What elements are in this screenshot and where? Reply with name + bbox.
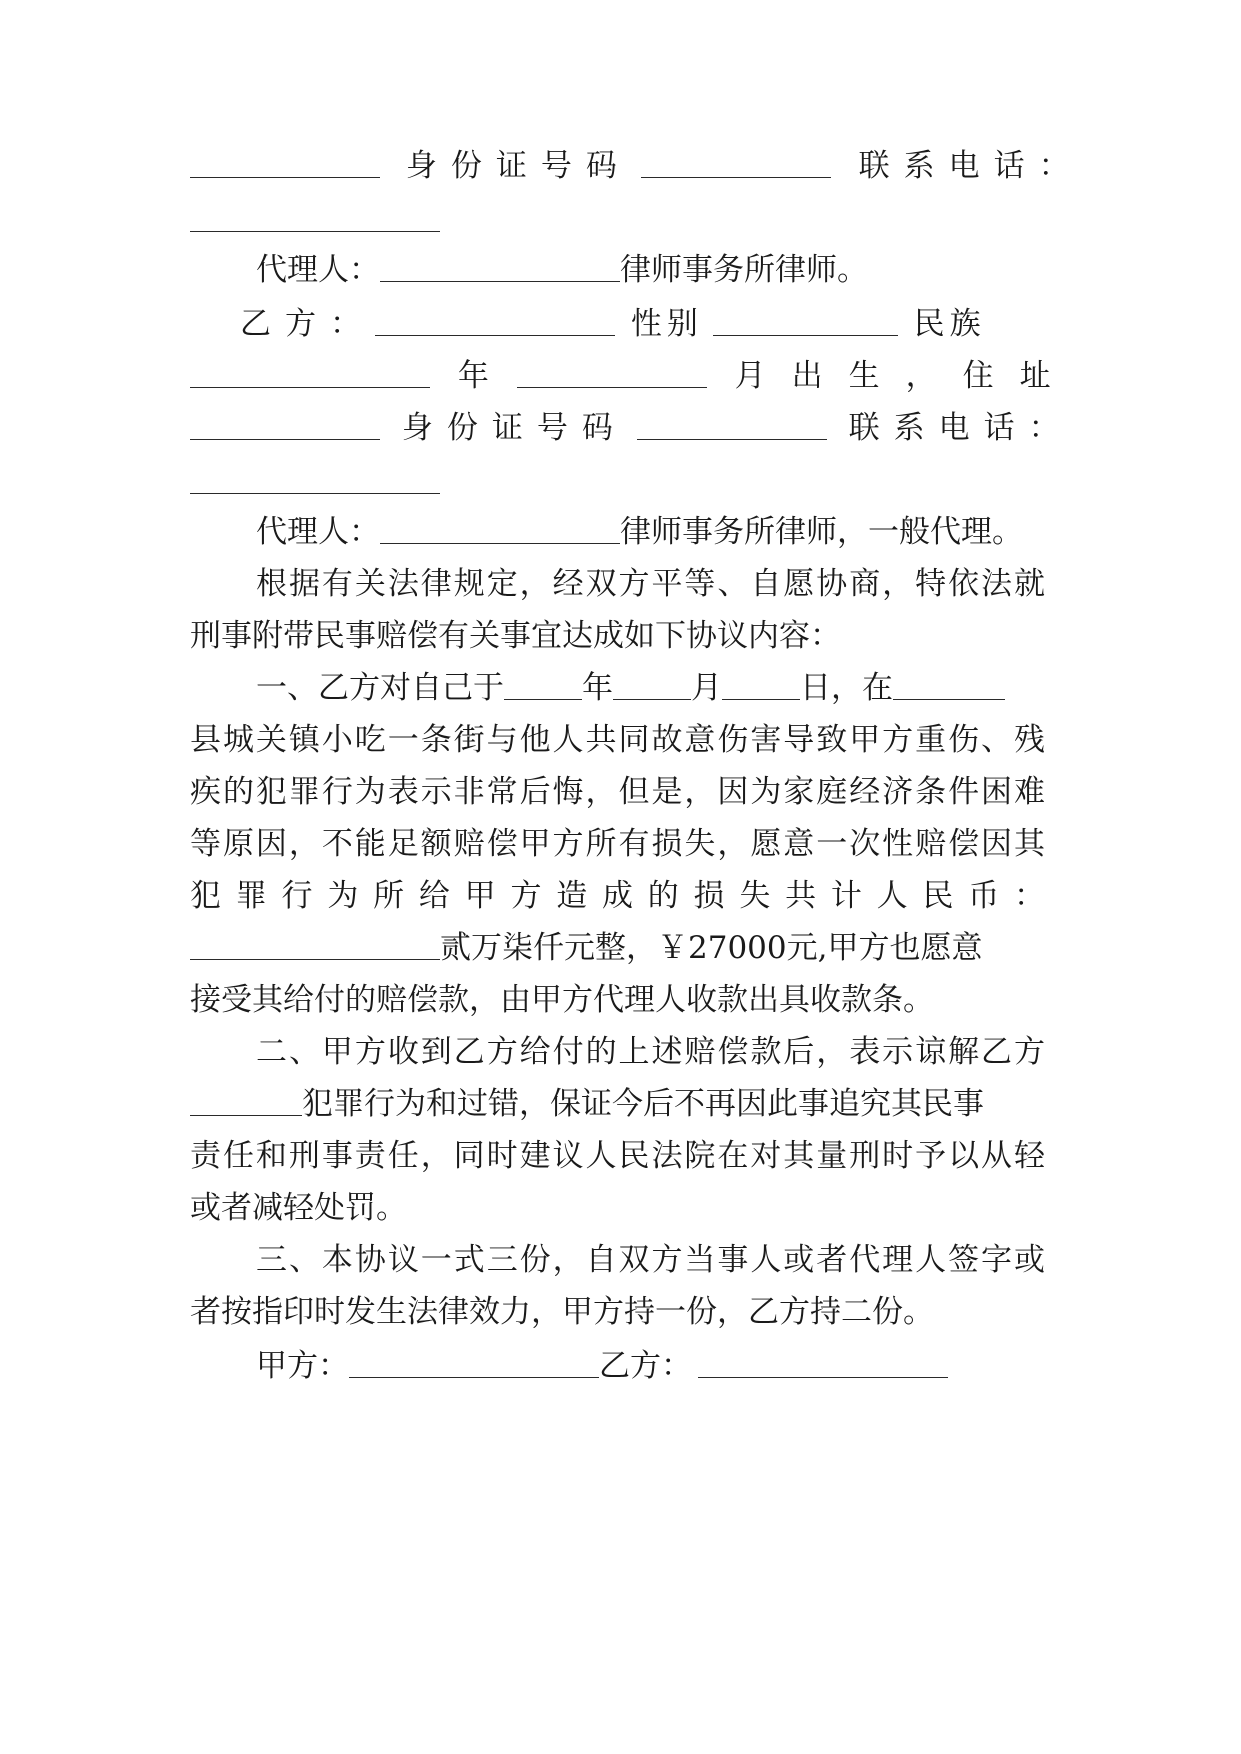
party-b-phone-blank-line (190, 460, 1045, 504)
blank-field (893, 669, 1005, 700)
clause-2-text: 犯罪行为和过错，保证今后不再因此事追究其民事 (302, 1086, 984, 1122)
party-b-signature-label: 乙方： (599, 1348, 692, 1384)
blank-field (190, 147, 380, 178)
blank-field (190, 1085, 302, 1116)
party-a-signature-label: 甲方： (256, 1348, 349, 1384)
blank-field (637, 409, 827, 440)
birth-address-label: 月出生，住址 (734, 358, 1077, 394)
party-b-agent-line (256, 510, 1045, 554)
clause-1-line-5: 犯罪行为所给甲方造成的损失共计人民币： (190, 878, 1045, 914)
party-a-phone-blank-line (190, 198, 1045, 242)
party-a-agent-line (256, 248, 1045, 292)
clause-1-line-3: 疾的犯罪行为表示非常后悔，但是，因为家庭经济条件困难 (190, 774, 1045, 810)
clause-2-line-4: 或者减轻处罚。 (190, 1190, 407, 1226)
id-number-label: 身份证号码 (405, 148, 631, 184)
blank-field (641, 147, 831, 178)
clause-2-line-2 (190, 1082, 1045, 1126)
blank-field (504, 669, 582, 700)
intro-line-1: 根据有关法律规定，经双方平等、自愿协商，特依法就 (256, 566, 1045, 602)
day-label: 日，在 (800, 670, 893, 706)
clause-2-line-3: 责任和刑事责任，同时建议人民法院在对其量刑时予以从轻 (190, 1138, 1045, 1174)
blank-field (190, 357, 430, 388)
clause-3-line-2: 者按指印时发生法律效力，甲方持一份，乙方持二份。 (190, 1294, 934, 1330)
party-b-id-line (190, 406, 1074, 450)
party-a-id-line (190, 144, 1084, 188)
agent-label: 代理人： (256, 514, 380, 550)
clause-1-line-6 (190, 926, 1045, 970)
blank-field (517, 357, 707, 388)
party-b-birth-line (190, 354, 1077, 398)
blank-field (713, 305, 898, 336)
blank-field (613, 669, 691, 700)
blank-field (375, 305, 615, 336)
gender-label: 性别 (630, 306, 703, 342)
clause-2-line-1: 二、甲方收到乙方给付的上述赔偿款后，表示谅解乙方 (256, 1034, 1045, 1070)
party-a-signature-blank (349, 1347, 599, 1378)
blank-field (190, 463, 440, 494)
amount-blank (190, 929, 440, 960)
clause-1-prefix: 一、乙方对自己于 (256, 670, 504, 706)
party-b-signature-blank (698, 1347, 948, 1378)
id-number-label: 身份证号码 (401, 410, 627, 446)
phone-label: 联系电话： (858, 148, 1084, 184)
blank-field (722, 669, 800, 700)
amount-text: 贰万柒仟元整，￥27000元,甲方也愿意 (440, 930, 983, 966)
signature-line (256, 1344, 1045, 1388)
intro-line-2: 刑事附带民事赔偿有关事宜达成如下协议内容： (190, 618, 841, 654)
ethnicity-label: 民族 (913, 306, 986, 342)
agent-label: 代理人： (256, 252, 380, 288)
blank-field (190, 201, 440, 232)
clause-1-line-7: 接受其给付的赔偿款，由甲方代理人收款出具收款条。 (190, 982, 934, 1018)
party-b-line (240, 302, 1045, 346)
blank-field (380, 251, 620, 282)
year-label: 年 (582, 670, 613, 706)
clause-1-line-1 (256, 666, 1045, 710)
year-label: 年 (457, 358, 489, 394)
clause-3-line-1: 三、本协议一式三份，自双方当事人或者代理人签字或 (256, 1242, 1045, 1278)
month-label: 月 (691, 670, 722, 706)
party-b-label: 乙方： (240, 306, 375, 342)
clause-1-line-2: 县城关镇小吃一条街与他人共同故意伤害导致甲方重伤、残 (190, 722, 1045, 758)
blank-field (190, 409, 380, 440)
clause-1-line-4: 等原因，不能足额赔偿甲方所有损失，愿意一次性赔偿因其 (190, 826, 1045, 862)
agent-suffix: 律师事务所律师，一般代理。 (620, 514, 1023, 550)
blank-field (380, 513, 620, 544)
agent-suffix: 律师事务所律师。 (620, 252, 868, 288)
phone-label: 联系电话： (848, 410, 1074, 446)
